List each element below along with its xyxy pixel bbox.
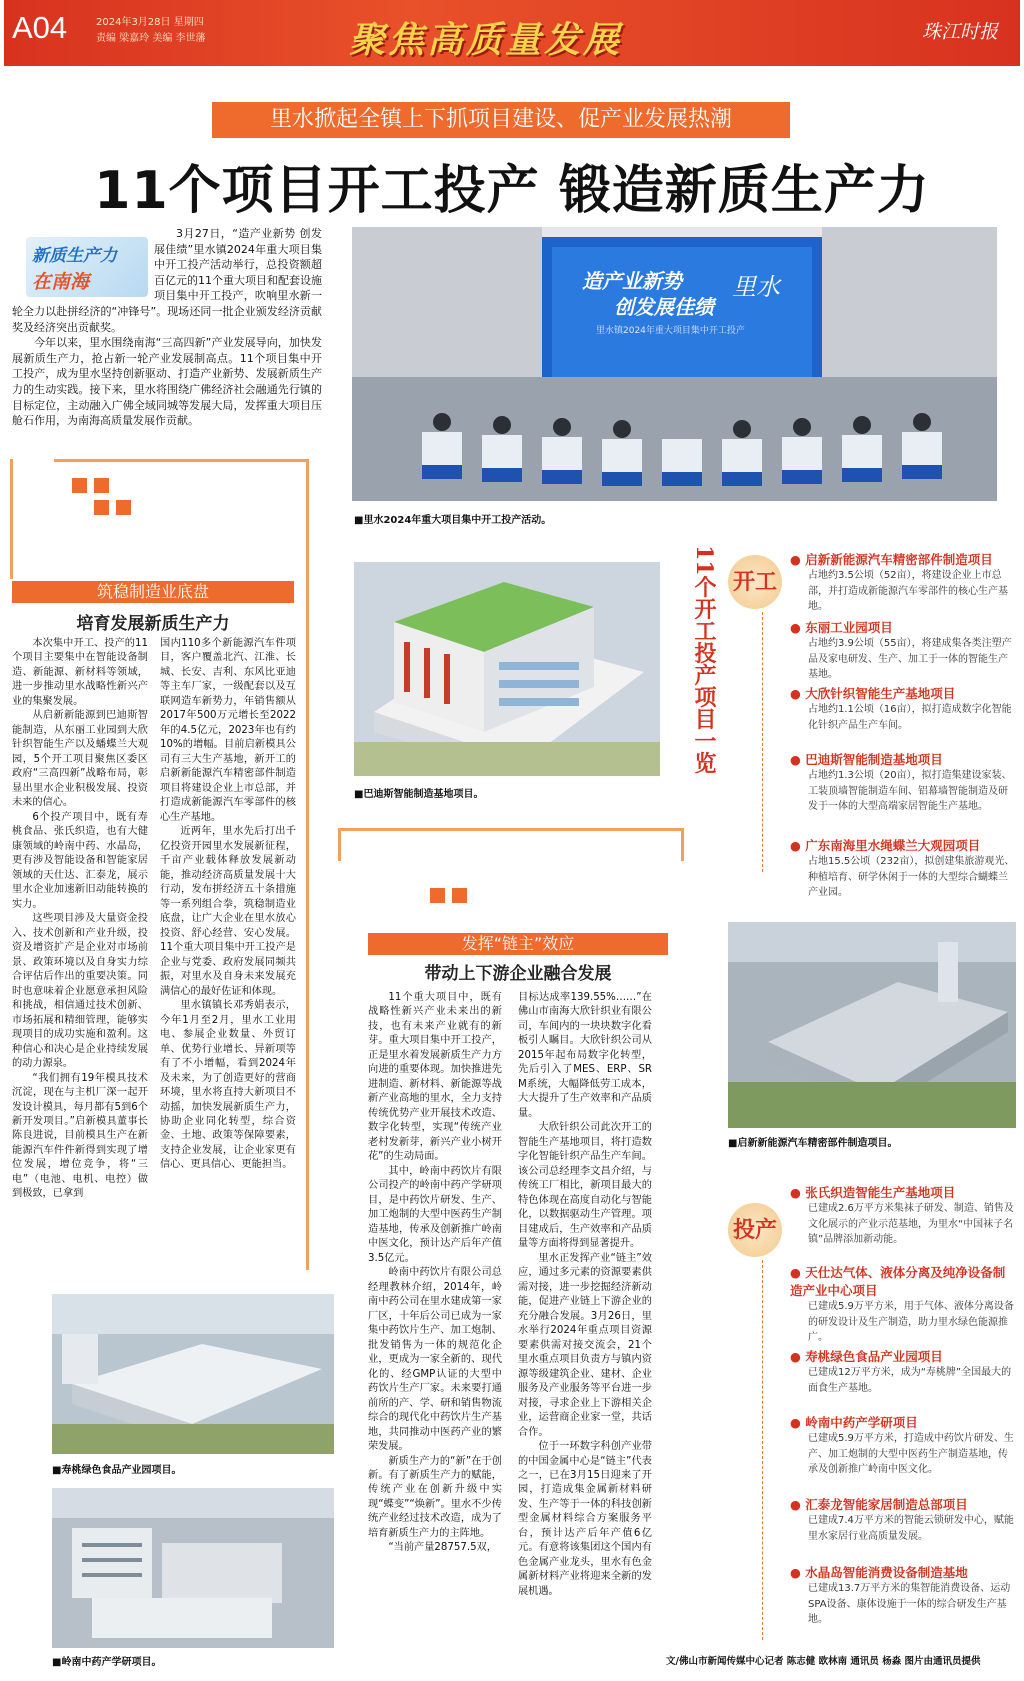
list-item [790, 1183, 1016, 1263]
section1-paragraph: 近两年，里水先后打出千亿投资开园里水发展新征程，千亩产业载体释放发展新动能，推动经济高质量发展十大行动，发布拼经济五十条措施等一系列组合拳，筑稳制造业底盘，让广大企业在里水放心投资、舒心经营、安心发展。11个重大项目集中开工投产是企业与党委、政府发展同频共振，对里水及自身未来发展充满信心的最好佐证和体现。 [160, 826, 296, 997]
kaigong-dash-line [762, 612, 763, 872]
touchan-dash-line [762, 1260, 763, 1640]
section1-paragraph: 国内110多个新能源汽车件项目，客户覆盖北汽、江淮、长城、长安、吉利、东风比亚迪等主车厂家，一级配套以及互联网造车新势力，年销售额从2017年500万元增长至2022年的4.5亿元，2023年也有约10%的增幅。目前启新模具公司有三大生产基地，新开工的启新新能源汽车精密部件制造项目将建设企业上市总部，并打造成新能源汽车零部件的核心生产基地。 [160, 638, 296, 823]
section2-col2 [518, 991, 652, 1599]
section2-paragraph: “当前产量28757.5双， [388, 1542, 497, 1554]
item-title: ● 广东南海里水绳蝶兰大观园项目 [790, 838, 981, 853]
list-item [790, 1495, 1016, 1563]
touchan-badge [728, 1203, 782, 1257]
badis-photo [354, 562, 660, 776]
item-desc: 已建成7.4万平方米的智能云锁研发中心，赋能里水家居行业高质量发展。 [808, 1515, 1014, 1542]
item-desc: 已建成2.6万平方米集袜子研发、制造、销售及文化展示的产业示范基地，为里水“中国袜子名镇”品牌添加新动能。 [808, 1203, 1014, 1245]
item-title: ● 张氏织造智能生产基地项目 [790, 1185, 956, 1200]
section2-frame [338, 828, 684, 861]
qixin-illustration [728, 922, 1016, 1128]
list-item [790, 1347, 1016, 1413]
section1-col1 [12, 637, 148, 1202]
section1-paragraph: 本次集中开工、投产的11个项目主要集中在智能设备制造、新能源、新材料等领域，进一步推动里水战略性新兴产业的集聚发展。 [12, 638, 148, 707]
section2-paragraph: 岭南中药饮片有限公司总经理教林介绍，2014年，岭南中药公司在里水建成第一家厂区，十年后公司已成为一家集中药饮片生产、加工炮制、批发销售为一体的规范化企业，更成为一家全新的、现代化的、经GMP认证的大型中药饮片生产厂家。未来要打通前所的产、学、研和销售物流综合的现代化中药饮片生产基地，共同推动中医药产业的繁荣发展。 [368, 1267, 502, 1453]
byline: 文/佛山市新闻传媒中心记者 陈志健 欧林南 通讯员 杨淼 图片由通讯员提供 [666, 1656, 981, 1667]
section2-paragraph: 新质生产力的“新”在于创新。有了新质生产力的赋能，传统产业在创新升级中实现“蝶变”“焕新”。里水不少传统产业经过技术改造，成为了培育新质生产力的主阵地。 [368, 1455, 502, 1539]
section1-bar: 筑稳制造业底盘 [12, 581, 294, 603]
item-desc: 占地15.5公顷（232亩），拟创建集旅游观光、种植培育、研学休闲于一体的大型综合蝴蝶兰产业园。 [808, 856, 1015, 898]
section1-subtitle: 培育发展新质生产力 [76, 614, 230, 634]
column-logo-line2: 在南海 [32, 271, 90, 293]
item-title: ● 寿桃绿色食品产业园项目 [790, 1349, 943, 1364]
kaigong-badge [728, 555, 782, 609]
section1-paragraph: 这些项目涉及大量资金投入、技术创新和产业升级，投资及增资扩产是企业对市场前景、政策环境以及自身实力综合评估后作出的重要决策。同时也意味着企业愿意承担风险和挑战，相信通过技术创新、市场拓展和精细管理，能够实现项目的成功实施和盈利。这种信心和决心是企业持续发展的动力源泉。 [12, 913, 148, 1070]
lingnan-illustration [52, 1488, 334, 1648]
orange-squares-icon [430, 888, 470, 904]
list-item [790, 750, 1016, 836]
item-title: ● 启新新能源汽车精密部件制造项目 [790, 552, 993, 567]
item-desc: 已建成5.9万平方米，用于气体、液体分离设备的研发设计及生产制造，助力里水绿色能源推广。 [808, 1301, 1014, 1343]
section1-paragraph: “我们拥有19年模具技术沉淀，现在与主机厂深一起开发设计模具，每月都有5到6个新开发项目。”启新模具董事长陈良进说，目前模具生产在新能源汽车件件新得到实现了增位发展，增位竞争，将“三电”（电池、电机、电控）做到极致，已拿到 [12, 1072, 148, 1200]
section2-paragraph: 大欣针织公司此次开工的智能生产基地项目，将打造数字化智能针织产品生产车间。该公司总经理李文昌介绍，与传统工厂相比，新项目最大的特色体现在高度自动化与智能化，以数据驱动生产管理。项目建成后，生产效率和产品质量等方面将得到显著提升。 [518, 1122, 652, 1250]
list-item [790, 550, 1016, 618]
hero-screen-brand: 里水 [732, 273, 780, 301]
list-item [790, 1413, 1016, 1495]
list-vertical-title: 11个开工投产项目一览 [691, 545, 717, 774]
item-desc: 占地约3.5公顷（52亩），将建设企业上市总部，并打造成新能源汽车零部件的核心生产基地。 [808, 570, 1008, 612]
lingnan-caption: ■岭南中药产学研项目。 [52, 1657, 162, 1668]
section2-paragraph: 位于一环数字科创产业带的中国金属中心是“链主”代表之一，已在3月15日迎来了开园，打造成集金属新材料研发、生产等于一体的科技创新型金属材料综合方案服务平台，预计达产后年产值6亿元。有意将该集团这个国内有色金属产业龙头，里水有色金属新材料产业将迎来全新的发展机遇。 [518, 1441, 652, 1597]
column-logo-line1: 新质生产力 [32, 246, 117, 266]
date-line: 2024年3月28日 星期四 [96, 17, 204, 28]
lead-article [12, 226, 322, 429]
section1-paragraph: 从启新新能源到巴迪斯智能制造，从东丽工业园到大欣针织智能生产以及蟠蝶兰大观园，5个开工项目聚焦区委区政府“三高四新”战略布局，彰显出里水企业积极发展、投资未来的信心。 [12, 710, 148, 809]
qixin-photo [728, 922, 1016, 1128]
hero-screen-line1: 造产业新势 [582, 269, 682, 293]
hero-photo [352, 227, 997, 501]
item-title: ● 东丽工业园项目 [790, 620, 893, 635]
touchan-list [790, 1183, 1016, 1633]
shoutao-photo [52, 1294, 334, 1454]
section2-bar: 发挥“链主”效应 [368, 933, 668, 955]
kicker: 里水掀起全镇上下抓项目建设、促产业发展热潮 [269, 107, 732, 132]
hero-caption: ■里水2024年重大项目集中开工投产活动。 [354, 515, 552, 526]
qixin-caption: ■启新新能源汽车精密部件制造项目。 [728, 1138, 898, 1149]
section2-col1 [368, 991, 502, 1556]
paper-name: 珠江时报 [922, 21, 999, 43]
item-title: ● 巴迪斯智能制造基地项目 [790, 752, 943, 767]
item-desc: 已建成5.9万平方米，打造成中药饮片研发、生产、加工炮制的大型中医药生产制造基地，传承及创新推广岭南中医文化。 [808, 1433, 1014, 1475]
shoutao-illustration [52, 1294, 334, 1454]
section1-paragraph: 里水镇镇长邓秀娟表示，今年1月至2月，里水工业用电、参展企业数量、外贸订单、优势行业增长、异新项等有了不小增幅，看到2024年及未来，为了创造更好的营商环境，里水将直持大新项目不动摇，加快发展新质生产力，协助企业同化转型，综合资金、土地、政策等保障要素，支持企业发展，让企业家更有信心、更具信心、更能担当。 [160, 1000, 296, 1171]
list-item [790, 618, 1016, 684]
section1-col2 [160, 637, 296, 1173]
hero-screen-small: 里水镇2024年重大项目集中开工投产 [596, 326, 745, 336]
section2-paragraph: 11个重大项目中，既有战略性新兴产业未来出的新技，也有未来产业就有的新芽。重大项目集中开工投产，正是里水着发展新质生产力方向进的重要体现。加快推进先进制造、新材料、新能源等战新产业高地的里水，全力支持传统优势产业开展技术改造、数字化转型，实现“传统产业老村发新芽，新兴产业小树开花”的生动局面。 [368, 992, 502, 1163]
item-desc: 已建成12万平方米，成为“寿桃牌”全国最大的面食生产基地。 [808, 1367, 1012, 1394]
orange-squares-icon [72, 478, 132, 520]
item-title: ● 天仕达气体、液体分离及纯净设备制造产业中心项目 [790, 1265, 1006, 1298]
editors-line: 责编 梁嘉玲 美编 李世藩 [96, 33, 206, 44]
item-desc: 占地约1.3公顷（20亩），拟打造集建设家装、工装顶墙智能制造车间、铝幕墙智能制造及研发于一体的大型高端家居智能生产基地。 [808, 770, 1012, 812]
lingnan-photo [52, 1488, 334, 1648]
section2-paragraph: 里水正发挥产业“链主”效应，通过多元素的资源要素供需对接，进一步挖掘经济新动能，促进产业链上下游企业的充分融合发展。3月26日，里水举行2024年重点项目资源要素供需对接交流会，21个里水重点项目负责方与镇内资源等级建筑企业、建材、企业服务及产业服务等平台进一步对接，寻求企业上下游相关企业，运营商企业家一堂，共话合作。 [518, 1252, 652, 1438]
section2-subtitle: 带动上下游企业融合发展 [424, 964, 612, 984]
list-item [790, 1263, 1016, 1347]
kicker-bar [212, 102, 790, 138]
item-desc: 占地约3.9公顷（55亩），将建成集各类注塑产品及家电研发、生产、加工于一体的智能生产基地。 [808, 638, 1012, 680]
section2-paragraph: 目标达成率139.55%……”在佛山市南海大欣针织业有限公司，车间内的一块块数字化看板引人瞩目。大欣针织公司从2015年起布局数字化转型，先后引入了MES、ERP、SRM系统，大幅降低劳工成本，大大提升了生产效率和产品质量。 [518, 992, 652, 1119]
list-item [790, 684, 1016, 750]
shoutao-caption: ■寿桃绿色食品产业园项目。 [52, 1465, 182, 1476]
badis-caption: ■巴迪斯智能制造基地项目。 [354, 789, 484, 800]
list-item [790, 1563, 1016, 1633]
section1-frame-left [10, 459, 57, 579]
item-desc: 已建成13.7万平方米的集智能消费设备、运动SPA设备、康体设施于一体的综合研发生产基地。 [808, 1583, 1011, 1625]
masthead [4, 0, 1020, 66]
kaigong-badge-text: 开工 [732, 569, 777, 595]
item-title: ● 汇泰龙智能家居制造总部项目 [790, 1497, 968, 1512]
item-title: ● 大欣针织智能生产基地项目 [790, 686, 956, 701]
item-title: ● 岭南中药产学研项目 [790, 1415, 918, 1430]
item-title: ● 水晶岛智能消费设备制造基地 [790, 1565, 968, 1580]
badis-illustration [354, 562, 660, 776]
touchan-badge-text: 投产 [732, 1217, 777, 1243]
lead-paragraph: 3月27日，“造产业新势 创发展佳绩”里水镇2024年重大项目集中开工投产活动举行，总投资额超百亿元的11个重大项目和配套设施项目集中开工投产，吹响里水新一轮全力以赴拼经济的“冲锋号”。现场还同一批企业颁发经济贡献奖及经济突出贡献奖。 [12, 227, 322, 334]
kaigong-list [790, 550, 1016, 902]
section2-paragraph: 其中，岭南中药饮片有限公司投产的岭南中药产学研项目，是中药饮片研发、生产、加工炮制的大型中医药生产制造基地，传承及创新推广岭南中医文化，预计达产后年产值3.5亿元。 [368, 1165, 502, 1264]
item-desc: 占地约1.1公顷（16亩），拟打造成数字化智能化针织产品生产车间。 [808, 704, 1012, 731]
section1-paragraph: 6个投产项目中，既有寿桃食品、张氏织造，也有大健康领域的岭南中药、水晶岛，更有涉及智能设备和智能家居领域的天仕达、汇泰龙，展示里水企业加速新旧动能转换的实力。 [12, 811, 148, 910]
banner-title: 聚焦高质量发展 [349, 20, 623, 61]
hero-screen-line2: 创发展佳绩 [614, 295, 714, 319]
page-number: A04 [12, 10, 68, 45]
headline: 11个项目开工投产 锻造新质生产力 [94, 161, 930, 221]
lead-paragraph: 今年以来，里水围绕南海“三高四新”产业发展导向，加快发展新质生产力，抢占新一轮产业发展制高点。11个项目集中开工投产，成为里水坚持创新驱动、打造产业新势、发展新质生产力的生动实践。接下来，里水将围绕广佛经济社会融通先行镇的目标定位，主动融入广佛全域同城等发展大局，发挥重大项目压舱石作用，为南海高质量发展作贡献。 [12, 336, 322, 428]
list-item [790, 836, 1016, 902]
